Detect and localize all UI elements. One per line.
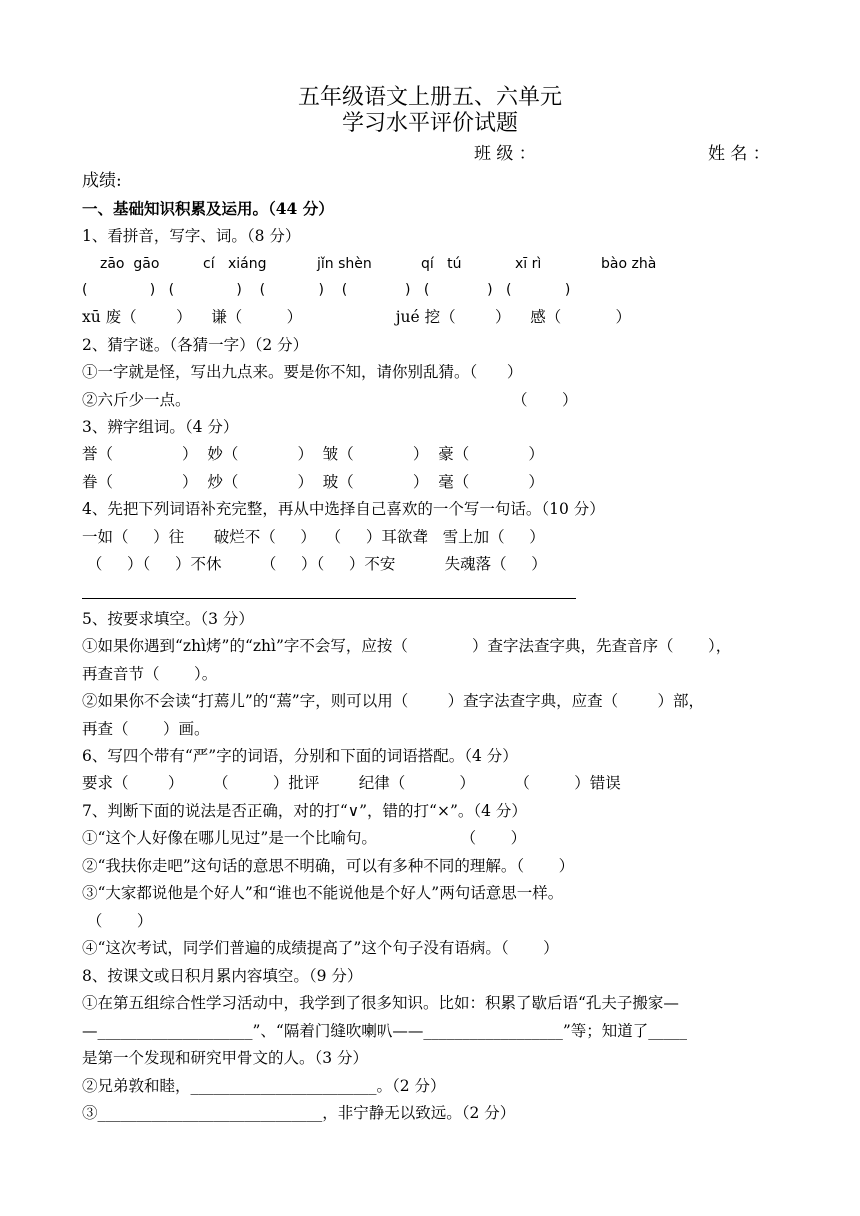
pinyin-1: zāo gāo [100, 256, 160, 272]
q5-title: 5、按要求填空。（3 分） [82, 610, 254, 628]
q7-item-1: ①“这个人好像在哪儿见过”是一个比喻句。 （ ） [82, 829, 527, 847]
q2-item-2: ②六斤少一点。 [82, 391, 191, 409]
q4-row-2: （ ）（ ）不休 （ ）（ ）不安 失魂落（ ） [82, 555, 547, 573]
q2-item-2-blank: （ ） [512, 391, 578, 409]
pinyin-3: jǐn shèn [317, 256, 372, 272]
q7-item-4: ④“这次考试，同学们普遍的成绩提高了”这个句子没有语病。（ ） [82, 939, 559, 957]
q5-line-4: 再查（ ）画。 [82, 720, 210, 738]
q8-line-2: —____________________”、“隔着门缝吹喇叭——__________________”等；知道了_____ [82, 1022, 688, 1040]
q5-line-2: 再查音节（ ）。 [82, 665, 218, 683]
q4-title: 4、先把下列词语补充完整，再从中选择自己喜欢的一个写一句话。（10 分） [82, 500, 605, 518]
score-label: 成绩: [82, 171, 122, 191]
title-line-2: 学习水平评价试题 [341, 111, 518, 136]
q5-line-3: ②如果你不会读“打蔫儿”的“蔫”字，则可以用（ ）查字法查字典，应查（ ）部， [82, 692, 705, 710]
q2-item-1: ①一字就是怪，写出九点来。要是你不知，请你别乱猜。（ ） [82, 363, 523, 381]
name-label: 姓 名 ： [708, 144, 770, 164]
q8-line-5: ③_____________________________，非宁静无以致远。（2 分） [82, 1104, 516, 1122]
q2-title: 2、猜字谜。（各猜一字）（2 分） [82, 336, 309, 354]
q4-row-1: 一如（ ）往 破烂不（ ） （ ）耳欲聋 雪上加（ ） [82, 528, 545, 546]
pinyin-4: qí tú [421, 256, 462, 272]
q3-row-2: 眷（ ） 炒（ ） 玻（ ） 毫（ ） [82, 473, 544, 491]
class-label: 班 级 ： [474, 144, 536, 164]
q8-line-1: ①在第五组综合性学习活动中，我学到了很多知识。比如：积累了歇后语“孔夫子搬家— [82, 994, 679, 1012]
title-line-1: 五年级语文上册五、六单元 [297, 85, 562, 110]
q7-item-3: ③“大家都说他是个好人”和“谁也不能说他是个好人”两句话意思一样。 [82, 884, 564, 902]
pinyin-6: bào zhà [601, 256, 657, 272]
section-heading: 一、基础知识积累及运用。（44 分） [82, 199, 334, 218]
q5-line-1: ①如果你遇到“zhì烤”的“zhì”字不会写，应按（ ）查字法查字典，先查音序（ ）， [82, 637, 732, 655]
q7-title: 7、判断下面的说法是否正确，对的打“∨”，错的打“×”。（4 分） [82, 802, 527, 820]
q1-row-3: xū 废（ ） 谦（ ） jué 挖（ ） 感（ ） [82, 308, 631, 326]
q1-blank-row: ( ) ( ) ( ) ( ) ( ) ( ) [82, 282, 571, 298]
q6-row: 要求（ ） （ ）批评 纪律（ ） （ ）错误 [82, 774, 621, 792]
q3-row-1: 誉（ ） 妙（ ） 皱（ ） 豪（ ） [82, 445, 544, 463]
q8-line-3: 是第一个发现和研究甲骨文的人。（3 分） [82, 1049, 369, 1067]
q8-title: 8、按课文或日积月累内容填空。（9 分） [82, 967, 363, 985]
q1-title: 1、看拼音，写字、词。（8 分） [82, 227, 301, 245]
q8-line-4: ②兄弟敦和睦，________________________。（2 分） [82, 1077, 446, 1095]
q7-item-3-blank: （ ） [82, 912, 153, 930]
q3-title: 3、辨字组词。（4 分） [82, 418, 239, 436]
q6-title: 6、写四个带有“严”字的词语，分别和下面的词语搭配。（4 分） [82, 747, 518, 765]
answer-line [82, 598, 576, 599]
pinyin-5: xī rì [515, 256, 542, 272]
pinyin-2: cí xiáng [203, 256, 267, 272]
q7-item-2: ②“我扶你走吧”这句话的意思不明确，可以有多种不同的理解。（ ） [82, 857, 575, 875]
